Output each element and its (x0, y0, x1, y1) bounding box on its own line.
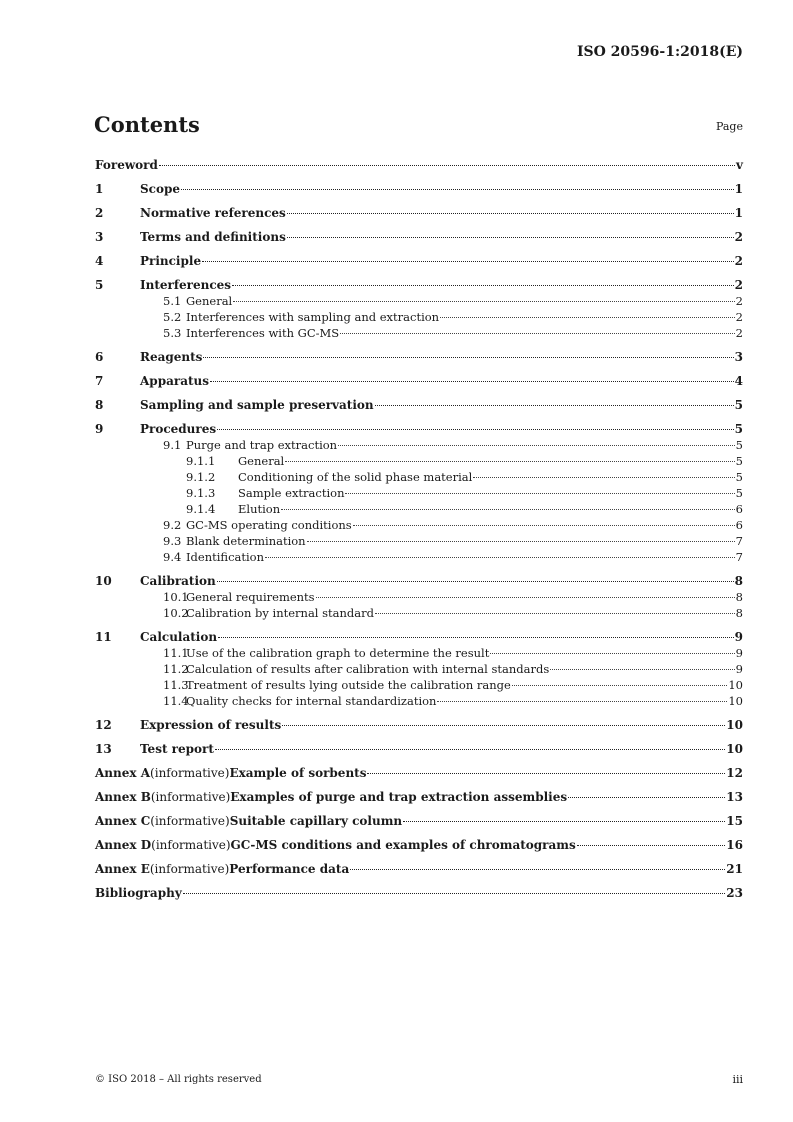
toc-annex-note: (informative) (150, 814, 230, 828)
toc-entry-number: 1 (95, 182, 104, 196)
toc-entry[interactable] (95, 589, 743, 605)
toc-entry-page: 6 (735, 518, 743, 532)
toc-entry[interactable] (95, 517, 743, 533)
toc-entry-page: 5 (734, 422, 743, 436)
toc-entry[interactable] (95, 501, 743, 517)
toc-entry-number: 6 (95, 350, 104, 364)
toc-entry-page: 9 (734, 630, 743, 644)
toc-entry-title: Principle (140, 254, 202, 268)
dot-leader (217, 429, 734, 430)
dot-leader (210, 381, 734, 382)
toc-entry-page: 7 (735, 534, 743, 548)
toc-entry-number: 9.4 (163, 550, 182, 564)
toc-annex-label: Annex A (95, 766, 151, 780)
toc-entry-page: 3 (734, 350, 743, 364)
dot-leader (375, 613, 735, 614)
page-title: Contents (94, 112, 200, 137)
toc-entry-page: 8 (735, 606, 743, 620)
toc-entry-page: 12 (726, 766, 743, 780)
dot-leader (287, 237, 734, 238)
toc-entry-page: v (736, 158, 743, 172)
toc-entry[interactable] (95, 453, 743, 469)
document-id: ISO 20596-1:2018(E) (576, 44, 743, 60)
toc-entry-page: 9 (735, 662, 743, 676)
toc-entry-number: 10.1 (163, 590, 189, 604)
toc-entry[interactable] (95, 469, 743, 485)
toc-entry[interactable] (95, 573, 743, 589)
toc-entry-title: Treatment of results lying outside the calibration range (186, 678, 511, 692)
toc-entry-title: Purge and trap extraction (186, 438, 338, 452)
toc-entry[interactable] (95, 661, 743, 677)
toc-entry-page: 10 (728, 678, 743, 692)
toc-entry-number: 11 (95, 630, 112, 644)
toc-annex-note: (informative) (149, 862, 230, 876)
dot-leader (287, 213, 734, 214)
toc-entry-page: 16 (726, 838, 743, 852)
dot-leader (307, 541, 735, 542)
toc-entry[interactable] (95, 309, 743, 325)
toc-entry-number: 9.3 (163, 534, 182, 548)
toc-entry[interactable] (95, 293, 743, 309)
toc-entry-page: 2 (735, 310, 743, 324)
toc-entry-number: 9.1.3 (186, 486, 216, 500)
toc-entry-page: 21 (726, 862, 743, 876)
dot-leader (568, 797, 725, 798)
dot-leader (340, 333, 734, 334)
dot-leader (282, 725, 725, 726)
dot-leader (181, 189, 734, 190)
toc-entry-number: 5 (95, 278, 104, 292)
toc-entry-number: 11.1 (163, 646, 189, 660)
toc-entry-page: 8 (734, 574, 743, 588)
toc-entry-title: Test report (140, 742, 214, 756)
toc-entry-title: Apparatus (140, 374, 209, 388)
toc-entry[interactable] (95, 437, 743, 453)
toc-entry-title: Scope (140, 182, 181, 196)
toc-entry-title: General (238, 454, 285, 468)
toc-entry[interactable] (95, 813, 743, 829)
toc-entry-page: 8 (735, 590, 743, 604)
toc-entry[interactable] (95, 277, 743, 293)
toc-entry-title: GC-MS conditions and examples of chromatograms (230, 838, 576, 852)
toc-entry[interactable] (95, 837, 743, 853)
toc-entry-page: 1 (734, 182, 743, 196)
dot-leader (232, 285, 734, 286)
toc-entry[interactable] (95, 741, 743, 757)
dot-leader (353, 525, 735, 526)
toc-entry-number: 11.2 (163, 662, 189, 676)
toc-entry-title: Terms and definitions (140, 230, 286, 244)
toc-entry[interactable] (95, 693, 743, 709)
toc-entry-title: General (186, 294, 233, 308)
dot-leader (512, 685, 728, 686)
toc-entry-number: 11.3 (163, 678, 189, 692)
copyright-footer: © ISO 2018 – All rights reserved (95, 1074, 262, 1085)
dot-leader (345, 493, 734, 494)
toc-entry-title: Interferences with GC-MS (186, 326, 340, 340)
dot-leader (202, 261, 734, 262)
toc-entry-title: Blank determination (186, 534, 306, 548)
toc-entry-title: Elution (238, 502, 281, 516)
toc-entry-number: 5.3 (163, 326, 182, 340)
toc-entry-page: 5 (735, 438, 743, 452)
toc-entry-title: Expression of results (140, 718, 282, 732)
toc-entry-page: 4 (734, 374, 743, 388)
toc-entry-number: 9.1 (163, 438, 182, 452)
toc-entry-title: Reagents (140, 350, 203, 364)
toc-entry-page: 5 (735, 486, 743, 500)
dot-leader (233, 301, 734, 302)
toc-entry[interactable] (95, 629, 743, 645)
toc-entry-number: 9 (95, 422, 104, 436)
toc-entry-number: 4 (95, 254, 104, 268)
dot-leader (338, 445, 735, 446)
toc-entry-number: 13 (95, 742, 112, 756)
toc-entry-number: 11.4 (163, 694, 189, 708)
toc-entry[interactable] (95, 861, 743, 877)
toc-entry-page: 1 (734, 206, 743, 220)
dot-leader (473, 477, 734, 478)
toc-entry-title: Procedures (140, 422, 217, 436)
toc-entry-title: Calibration (140, 574, 216, 588)
dot-leader (281, 509, 735, 510)
table-of-contents (95, 157, 743, 901)
toc-entry-title: Suitable capillary column (229, 814, 403, 828)
toc-entry-page: 5 (735, 470, 743, 484)
toc-entry-page: 2 (734, 278, 743, 292)
toc-entry-page: 5 (735, 454, 743, 468)
dot-leader (183, 893, 726, 894)
toc-entry-page: 10 (726, 718, 743, 732)
dot-leader (550, 669, 734, 670)
toc-entry-page: 2 (735, 326, 743, 340)
toc-entry[interactable] (95, 157, 743, 173)
toc-entry-page: 10 (728, 694, 743, 708)
toc-entry-number: 9.1.4 (186, 502, 216, 516)
toc-entry-title: Conditioning of the solid phase material (238, 470, 473, 484)
toc-entry-page: 2 (735, 294, 743, 308)
toc-entry-title: Sample extraction (238, 486, 345, 500)
toc-entry[interactable] (95, 605, 743, 621)
toc-entry-title: Bibliography (95, 886, 182, 900)
toc-entry-number: 10 (95, 574, 112, 588)
toc-entry-title: Use of the calibration graph to determine the result (186, 646, 490, 660)
toc-entry[interactable] (95, 181, 743, 197)
toc-entry-title: General requirements (186, 590, 315, 604)
toc-entry[interactable] (95, 229, 743, 245)
dot-leader (218, 637, 734, 638)
toc-entry-number: 5.2 (163, 310, 182, 324)
toc-entry[interactable] (95, 717, 743, 733)
toc-entry-title: Normative references (140, 206, 286, 220)
toc-entry[interactable] (95, 397, 743, 413)
toc-entry-title: GC-MS operating conditions (186, 518, 352, 532)
toc-entry-number: 9.1.1 (186, 454, 216, 468)
toc-annex-label: Annex B (95, 790, 151, 804)
toc-entry[interactable] (95, 549, 743, 565)
page-number: iii (732, 1073, 743, 1086)
toc-entry[interactable] (95, 205, 743, 221)
toc-entry-number: 7 (95, 374, 104, 388)
toc-entry-page: 10 (726, 742, 743, 756)
toc-entry-title: Example of sorbents (229, 766, 367, 780)
toc-entry-number: 10.2 (163, 606, 189, 620)
toc-entry[interactable] (95, 645, 743, 661)
toc-entry-page: 6 (735, 502, 743, 516)
toc-entry-page: 7 (735, 550, 743, 564)
toc-entry-title: Interferences (140, 278, 232, 292)
toc-entry-title: Interferences with sampling and extraction (186, 310, 440, 324)
toc-annex-label: Annex C (95, 814, 151, 828)
toc-entry[interactable] (95, 349, 743, 365)
dot-leader (440, 317, 735, 318)
toc-entry[interactable] (95, 765, 743, 781)
toc-entry-page: 13 (726, 790, 743, 804)
toc-entry-number: 12 (95, 718, 112, 732)
toc-entry-number: 2 (95, 206, 104, 220)
toc-entry[interactable] (95, 373, 743, 389)
toc-entry-title: Calculation (140, 630, 218, 644)
toc-entry-title: Calculation of results after calibration with internal standards (186, 662, 550, 676)
dot-leader (215, 749, 725, 750)
dot-leader (367, 773, 725, 774)
dot-leader (285, 461, 734, 462)
toc-entry[interactable] (95, 677, 743, 693)
dot-leader (217, 581, 734, 582)
toc-entry-number: 3 (95, 230, 104, 244)
dot-leader (403, 821, 725, 822)
dot-leader (375, 405, 734, 406)
toc-entry-title: Calibration by internal standard (186, 606, 374, 620)
dot-leader (265, 557, 735, 558)
toc-annex-note: (informative) (150, 790, 231, 804)
dot-leader (490, 653, 734, 654)
toc-annex-label: Annex D (95, 838, 152, 852)
toc-entry-title: Performance data (229, 862, 350, 876)
toc-entry[interactable] (95, 421, 743, 437)
dot-leader (316, 597, 735, 598)
toc-entry-page: 15 (726, 814, 743, 828)
dot-leader (577, 845, 726, 846)
toc-entry-title: Identification (186, 550, 265, 564)
page-column-label: Page (715, 120, 743, 133)
toc-entry[interactable] (95, 325, 743, 341)
toc-entry-number: 5.1 (163, 294, 182, 308)
toc-entry-page: 5 (734, 398, 743, 412)
toc-entry[interactable] (95, 885, 743, 901)
toc-entry-title: Foreword (95, 158, 158, 172)
toc-entry-page: 9 (735, 646, 743, 660)
dot-leader (203, 357, 733, 358)
toc-entry[interactable] (95, 533, 743, 549)
toc-annex-note: (informative) (150, 766, 230, 780)
toc-entry-title: Examples of purge and trap extraction assemblies (230, 790, 568, 804)
toc-entry[interactable] (95, 485, 743, 501)
dot-leader (159, 165, 735, 166)
toc-entry[interactable] (95, 253, 743, 269)
toc-entry-title: Quality checks for internal standardization (186, 694, 437, 708)
dot-leader (350, 869, 725, 870)
toc-entry-page: 23 (726, 886, 743, 900)
toc-entry-number: 8 (95, 398, 104, 412)
toc-entry-title: Sampling and sample preservation (140, 398, 374, 412)
toc-annex-note: (informative) (151, 838, 231, 852)
dot-leader (437, 701, 727, 702)
toc-entry[interactable] (95, 789, 743, 805)
toc-entry-page: 2 (734, 254, 743, 268)
toc-entry-number: 9.2 (163, 518, 182, 532)
toc-annex-label: Annex E (95, 862, 150, 876)
toc-entry-page: 2 (734, 230, 743, 244)
toc-entry-number: 9.1.2 (186, 470, 216, 484)
